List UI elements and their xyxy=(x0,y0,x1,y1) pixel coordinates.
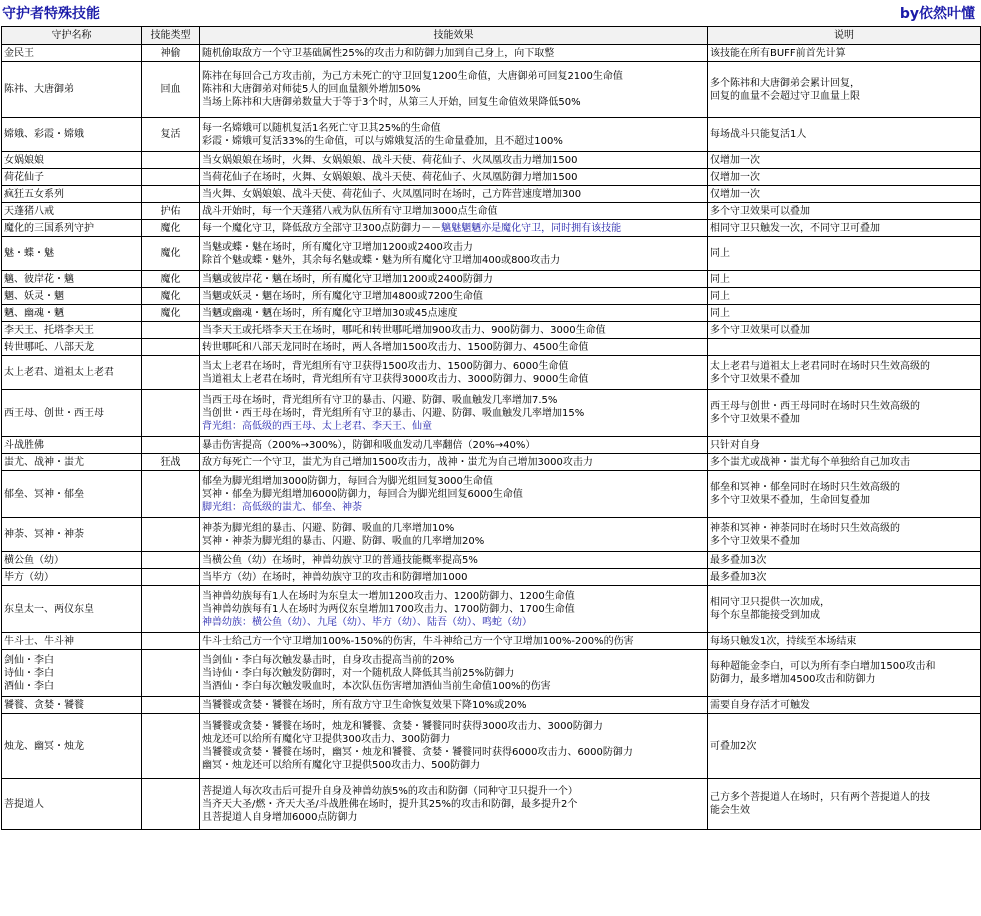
table-row xyxy=(2,390,981,437)
guardian-name: 西王母、创世・西王母 xyxy=(4,407,104,419)
table-row xyxy=(2,169,981,186)
skill-type-cell xyxy=(142,437,200,454)
guardian-name: 神荼、冥神・神荼 xyxy=(4,529,84,540)
skill-effect-line: 彩霞・嫦娥可复活33%的生命值，可以与嫦娥复活的生命量叠加，且不超过100% xyxy=(202,135,563,147)
skill-type-cell: 魔化 xyxy=(142,220,200,237)
skill-effect-line: 当神兽幼族每有1人在场时为两仪东皇增加1700攻击力、1700防御力、1700生命值 xyxy=(202,603,575,615)
skill-effect-cell xyxy=(200,390,708,437)
notes-cell xyxy=(708,288,981,305)
skill-effect-cell xyxy=(200,322,708,339)
skill-effect-cell xyxy=(200,305,708,322)
skill-effect-line: 当神兽幼族每有1人在场时为东皇太一增加1200攻击力、1200防御力、1200生命值 xyxy=(202,590,575,602)
guardian-name: 郁垒、冥神・郁垒 xyxy=(4,488,84,500)
guardian-name: 酒仙・李白 xyxy=(4,680,54,692)
note-line: 多个守卫效果不叠加 xyxy=(710,414,800,425)
skill-effect-line: 当荷花仙子在场时，火舞、女娲娘娘、战斗天使、荷花仙子、火凤凰防御力增加1500 xyxy=(202,171,578,183)
guardian-name-cell xyxy=(2,305,142,322)
note-line: 神荼和冥神・神荼同时在场时只生效高级的 xyxy=(710,522,900,534)
skill-type-cell xyxy=(142,650,200,697)
guardian-name: 荷花仙子 xyxy=(4,171,44,183)
skill-effect-line: 当道祖太上老君在场时，背光组所有守卫获得3000攻击力、3000防御力、9000生命值 xyxy=(202,373,589,385)
skill-effect-cell xyxy=(200,552,708,569)
note-line: 最多叠加3次 xyxy=(710,554,767,566)
table-row xyxy=(2,518,981,552)
notes-cell xyxy=(708,454,981,471)
header-skill-effect: 技能效果 xyxy=(200,27,708,45)
skill-effect-text xyxy=(202,222,705,235)
guardian-name-cell xyxy=(2,518,142,552)
guardian-group-note: 脚光组：高低级的蚩尤、郁垒、神荼 xyxy=(202,501,362,513)
skill-effect-cell xyxy=(200,779,708,830)
skill-effect-cell xyxy=(200,271,708,288)
guardian-name-cell xyxy=(2,437,142,454)
skill-effect-line: 且菩提道人自身增加6000点防御力 xyxy=(202,811,358,823)
note-line: 太上老君与道祖太上老君同时在场时只生效高级的 xyxy=(710,360,930,372)
notes-cell xyxy=(708,152,981,169)
skill-effect-line: 神荼为脚光组的暴击、闪避、防御、吸血的几率增加10% xyxy=(202,522,455,534)
skill-type-cell xyxy=(142,152,200,169)
table-row xyxy=(2,288,981,305)
skill-effect-line: 幽冥・烛龙还可以给所有魔化守卫提供500攻击力、500防御力 xyxy=(202,760,481,771)
note-line: 同上 xyxy=(710,248,730,259)
skill-effect-line: 每一名嫦娥可以随机复活1名死亡守卫其25%的生命值 xyxy=(202,122,441,134)
skill-effect-cell xyxy=(200,203,708,220)
table-row xyxy=(2,697,981,714)
notes-cell xyxy=(708,237,981,271)
table-row xyxy=(2,271,981,288)
skill-type-cell xyxy=(142,586,200,633)
notes-cell xyxy=(708,552,981,569)
guardian-name: 斗战胜佛 xyxy=(4,439,44,451)
notes-cell xyxy=(708,322,981,339)
skill-effect-line: 当李天王或托塔李天王在场时，哪吒和转世哪吒增加900攻击力、900防御力、3000生命值 xyxy=(202,324,606,336)
skill-effect-line: 当饕餮或贪婪・饕餮在场时，所有敌方守卫生命恢复效果下降10%或20% xyxy=(202,699,527,711)
header-notes: 说明 xyxy=(708,27,981,45)
skill-type-cell: 护佑 xyxy=(142,203,200,220)
skill-effect-line: 陈祎和大唐御弟对师徒5人的回血量额外增加50% xyxy=(202,84,421,95)
guardian-name: 蚩尤、战神・蚩尤 xyxy=(4,456,84,468)
guardian-name-cell xyxy=(2,62,142,118)
skill-effect-cell xyxy=(200,454,708,471)
notes-cell xyxy=(708,779,981,830)
guardian-group-note: 魑魅魍魉亦是魔化守卫，同时拥有该技能 xyxy=(441,222,622,234)
skill-effect-line: 当魅或蝶・魅在场时，所有魔化守卫增加1200或2400攻击力 xyxy=(202,241,473,253)
skill-type-cell xyxy=(142,169,200,186)
guardian-name-cell xyxy=(2,697,142,714)
note-line: 西王母与创世・西王母同时在场时只生效高级的 xyxy=(710,401,920,412)
skill-effect-line: 烛龙还可以给所有魔化守卫提供300攻击力、300防御力 xyxy=(202,734,451,745)
skill-effect-cell xyxy=(200,62,708,118)
guardian-name-cell xyxy=(2,203,142,220)
skill-effect-cell xyxy=(200,169,708,186)
skill-type-cell xyxy=(142,339,200,356)
skill-type-cell: 复活 xyxy=(142,118,200,152)
guardian-name-cell xyxy=(2,471,142,518)
page-title: 守护者特殊技能 xyxy=(2,6,100,22)
skill-effect-cell xyxy=(200,650,708,697)
skill-effect-cell xyxy=(200,437,708,454)
table-header-row xyxy=(2,27,981,45)
note-line: 每个东皇都能接受到加成 xyxy=(710,610,820,621)
skill-effect-line: 当火舞、女娲娘娘、战斗天使、荷花仙子、火凤凰同时在场时，己方阵营速度增加300 xyxy=(202,188,582,200)
table-row xyxy=(2,152,981,169)
notes-cell xyxy=(708,437,981,454)
guardian-name-cell xyxy=(2,237,142,271)
guardian-name-cell xyxy=(2,288,142,305)
author-credit: by依然叶懂 xyxy=(899,6,975,22)
table-row xyxy=(2,454,981,471)
header-skill-type: 技能类型 xyxy=(142,27,200,45)
skill-effect-line: 郁垒为脚光组增加3000防御力，每回合为脚光组回复3000生命值 xyxy=(202,475,493,487)
skill-effect-line: 当酒仙・李白每次触发吸血时，本次队伍伤害增加酒仙当前生命值100%的伤害 xyxy=(202,680,551,692)
note-line: 同上 xyxy=(710,290,730,302)
guardian-name-cell xyxy=(2,586,142,633)
skill-type-cell xyxy=(142,322,200,339)
guardian-name-cell xyxy=(2,339,142,356)
note-line: 相同守卫只触发一次，不同守卫可叠加 xyxy=(710,222,880,234)
notes-cell xyxy=(708,220,981,237)
note-line: 最多叠加3次 xyxy=(710,571,767,583)
table-row xyxy=(2,552,981,569)
guardian-name-cell xyxy=(2,356,142,390)
table-body xyxy=(2,45,981,830)
skill-effect-cell xyxy=(200,633,708,650)
notes-cell xyxy=(708,471,981,518)
skill-effect-line: 当魍或妖灵・魍在场时，所有魔化守卫增加4800或7200生命值 xyxy=(202,290,483,302)
guardian-name-cell xyxy=(2,779,142,830)
table-row xyxy=(2,437,981,454)
skill-effect-line: 战斗开始时，每一个天蓬猪八戒为队伍所有守卫增加3000点生命值 xyxy=(202,205,498,217)
note-line: 同上 xyxy=(710,307,730,319)
skill-effect-line: 当西王母在场时，背光组所有守卫的暴击、闪避、防御、吸血触发几率增加7.5% xyxy=(202,394,558,406)
skill-type-cell: 魔化 xyxy=(142,288,200,305)
skill-effect-cell xyxy=(200,586,708,633)
skill-effect-cell xyxy=(200,471,708,518)
notes-cell xyxy=(708,203,981,220)
notes-cell xyxy=(708,186,981,203)
skill-effect-line: 当魉或幽魂・魉在场时，所有魔化守卫增加30或45点速度 xyxy=(202,307,458,319)
guardian-name: 剑仙・李白 xyxy=(4,654,54,666)
table-row xyxy=(2,186,981,203)
notes-cell xyxy=(708,305,981,322)
note-line: 己方多个菩提道人在场时，只有两个菩提道人的技 xyxy=(710,792,930,803)
skill-effect-line: 菩提道人每次攻击后可提升自身及神兽幼族5%的攻击和防御（同种守卫只提升一个） xyxy=(202,785,578,797)
note-line: 多个守卫效果不叠加 xyxy=(710,535,800,547)
guardian-name: 横公鱼（幼） xyxy=(4,554,64,566)
notes-cell xyxy=(708,62,981,118)
skill-type-cell xyxy=(142,552,200,569)
guardian-name: 陈祎、大唐御弟 xyxy=(4,84,74,95)
notes-cell xyxy=(708,518,981,552)
note-line: 防御力，最多增加4500攻击和防御力 xyxy=(710,674,876,685)
note-line: 多个守卫效果不叠加，生命回复叠加 xyxy=(710,495,870,506)
notes-cell xyxy=(708,356,981,390)
note-line: 相同守卫只提供一次加成， xyxy=(710,597,830,608)
guardian-name: 饕餮、贪婪・饕餮 xyxy=(4,699,84,711)
guardian-name: 魔化的三国系列守护 xyxy=(4,222,94,234)
skill-effect-line: 除首个魅或蝶・魅外，其余每名魅或蝶・魅为所有魔化守卫增加400或800攻击力 xyxy=(202,254,561,266)
guardian-name: 烛龙、幽冥・烛龙 xyxy=(4,740,84,752)
guardian-name: 魑、彼岸花・魑 xyxy=(4,273,74,285)
skill-effect-line: 冥神・神荼为脚光组的暴击、闪避、防御、吸血的几率增加20% xyxy=(202,535,485,547)
table-row xyxy=(2,779,981,830)
guardian-name-cell xyxy=(2,552,142,569)
skill-effect-line: 当齐天大圣/燃・齐天大圣/斗战胜佛在场时，提升其25%的攻击和防御，最多提升2个 xyxy=(202,798,578,810)
table-row xyxy=(2,569,981,586)
table-row xyxy=(2,714,981,779)
guardian-name: 李天王、托塔李天王 xyxy=(4,324,94,336)
skill-type-cell xyxy=(142,471,200,518)
skill-type-cell: 魔化 xyxy=(142,237,200,271)
skill-effect-line: 当诗仙・李白每次触发防御时，对一个随机敌人降低其当前25%防御力 xyxy=(202,667,515,679)
skill-type-cell xyxy=(142,569,200,586)
note-line: 能会生效 xyxy=(710,805,750,816)
notes-cell xyxy=(708,271,981,288)
skill-effect-cell xyxy=(200,152,708,169)
table-row xyxy=(2,118,981,152)
skill-effect-line: 陈祎在每回合己方攻击前，为己方未死亡的守卫回复1200生命值，大唐御弟可回复2100生命值 xyxy=(202,71,623,82)
skill-effect-cell xyxy=(200,288,708,305)
table-row xyxy=(2,356,981,390)
notes-cell xyxy=(708,697,981,714)
guardian-name: 金民王 xyxy=(4,47,34,59)
guardian-name: 天蓬猪八戒 xyxy=(4,205,54,217)
skill-effect-cell xyxy=(200,518,708,552)
notes-cell xyxy=(708,569,981,586)
note-line: 仅增加一次 xyxy=(710,188,760,200)
guardian-name-cell xyxy=(2,152,142,169)
note-line: 该技能在所有BUFF前首先计算 xyxy=(710,47,846,59)
guardian-name: 牛斗士、牛斗神 xyxy=(4,635,74,647)
skill-effect-line: 当创世・西王母在场时，背光组所有守卫的暴击、闪避、防御、吸血触发几率增加15% xyxy=(202,407,585,419)
notes-cell xyxy=(708,586,981,633)
skill-type-cell: 神偷 xyxy=(142,45,200,62)
skill-type-cell: 魔化 xyxy=(142,305,200,322)
skill-effect-cell xyxy=(200,714,708,779)
note-line: 每场战斗只能复活1人 xyxy=(710,129,807,140)
notes-cell xyxy=(708,390,981,437)
guardian-name-cell xyxy=(2,186,142,203)
skill-effect-cell xyxy=(200,569,708,586)
skill-effect-line: 每一个魔化守卫，降低敌方全部守卫300点防御力－－ xyxy=(202,222,442,234)
skill-effect-line: 当毕方（幼）在场时，神兽幼族守卫的攻击和防御增加1000 xyxy=(202,571,468,583)
skill-effect-line: 随机偷取敌方一个守卫基础属性25%的攻击力和防御力加到自己身上，向下取整 xyxy=(202,47,555,59)
guardian-name-cell xyxy=(2,322,142,339)
table-row xyxy=(2,45,981,62)
notes-cell xyxy=(708,633,981,650)
guardian-name: 菩提道人 xyxy=(4,798,44,810)
note-line: 可叠加2次 xyxy=(710,740,757,752)
notes-cell xyxy=(708,714,981,779)
guardian-name-cell xyxy=(2,45,142,62)
note-line: 需要自身存活才可触发 xyxy=(710,699,810,711)
guardian-group-note: 背光组：高低级的西王母、太上老君、李天王、仙童 xyxy=(202,420,432,432)
guardian-name: 诗仙・李白 xyxy=(4,667,54,679)
note-line: 仅增加一次 xyxy=(710,154,760,166)
table-row xyxy=(2,62,981,118)
skill-type-cell xyxy=(142,714,200,779)
guardian-name: 女娲娘娘 xyxy=(4,154,44,166)
skills-table xyxy=(1,26,981,830)
table-row xyxy=(2,220,981,237)
skill-effect-line: 当饕餮或贪婪・饕餮在场时，幽冥・烛龙和饕餮、贪婪・饕餮同时获得6000攻击力、6000防御力 xyxy=(202,747,633,758)
note-line: 多个守卫效果可以叠加 xyxy=(710,324,810,336)
table-row xyxy=(2,633,981,650)
skill-effect-cell xyxy=(200,45,708,62)
notes-cell xyxy=(708,118,981,152)
notes-cell xyxy=(708,45,981,62)
table-row xyxy=(2,305,981,322)
guardian-name-cell xyxy=(2,454,142,471)
skill-type-cell xyxy=(142,633,200,650)
header-guardian-name: 守护名称 xyxy=(2,27,142,45)
note-line: 多个守卫效果可以叠加 xyxy=(710,205,810,217)
guardian-name-cell xyxy=(2,569,142,586)
note-line: 多个蚩尤或战神・蚩尤每个单独给自己加攻击 xyxy=(710,456,910,468)
skill-effect-line: 牛斗士给己方一个守卫增加100%-150%的伤害，牛斗神给己方一个守卫增加100%-200%的伤害 xyxy=(202,635,634,647)
guardian-name-cell xyxy=(2,220,142,237)
note-line: 同上 xyxy=(710,273,730,285)
note-line: 回复的血量不会超过守卫血量上限 xyxy=(710,90,860,102)
skill-type-cell: 魔化 xyxy=(142,271,200,288)
guardian-name: 魅・蝶・魅 xyxy=(4,248,54,259)
guardian-name-cell xyxy=(2,714,142,779)
note-line: 多个陈祎和大唐御弟会累计回复， xyxy=(710,77,860,89)
table-row xyxy=(2,650,981,697)
title-bar xyxy=(0,0,981,26)
skill-effect-line: 当场上陈祎和大唐御弟数量大于等于3个时，从第三人开始，回复生命值效果降低50% xyxy=(202,97,581,108)
note-line: 每种超能金李白，可以为所有李白增加1500攻击和 xyxy=(710,661,936,672)
skill-effect-line: 当剑仙・李白每次触发暴击时，自身攻击提高当前的20% xyxy=(202,654,455,666)
guardian-name-cell xyxy=(2,650,142,697)
skill-effect-cell xyxy=(200,697,708,714)
guardian-name: 疯狂五女系列 xyxy=(4,188,64,200)
skill-effect-line: 暴击伤害提高（200%→300%），防御和吸血发动几率翻倍（20%→40%） xyxy=(202,439,536,451)
skill-effect-line: 当女娲娘娘在场时，火舞、女娲娘娘、战斗天使、荷花仙子、火凤凰攻击力增加1500 xyxy=(202,154,578,166)
skill-type-cell xyxy=(142,390,200,437)
note-line: 多个守卫效果不叠加 xyxy=(710,373,800,385)
guardian-name-cell xyxy=(2,390,142,437)
skill-effect-cell xyxy=(200,118,708,152)
guardian-name: 转世哪吒、八部天龙 xyxy=(4,341,94,353)
guardian-group-note: 神兽幼族：横公鱼（幼）、九尾（幼）、毕方（幼）、陆吾（幼）、鸣蛇（幼） xyxy=(202,616,532,628)
skill-effect-cell xyxy=(200,220,708,237)
table-row xyxy=(2,237,981,271)
guardian-name-cell xyxy=(2,169,142,186)
table-row xyxy=(2,586,981,633)
skill-type-cell: 狂战 xyxy=(142,454,200,471)
guardian-name: 嫦娥、彩霞・嫦娥 xyxy=(4,129,84,140)
note-line: 每场只触发1次，持续至本场结束 xyxy=(710,635,857,647)
skill-effect-line: 转世哪吒和八部天龙同时在场时，两人各增加1500攻击力、1500防御力、4500生命值 xyxy=(202,341,589,353)
skill-effect-line: 当饕餮或贪婪・饕餮在场时，烛龙和饕餮、贪婪・饕餮同时获得3000攻击力、3000防御力 xyxy=(202,721,603,732)
skill-effect-line: 当太上老君在场时，背光组所有守卫获得1500攻击力、1500防御力、6000生命值 xyxy=(202,360,569,372)
table-row xyxy=(2,471,981,518)
skill-type-cell xyxy=(142,356,200,390)
guardian-name: 东皇太一、两仪东皇 xyxy=(4,603,94,615)
guardian-name-cell xyxy=(2,271,142,288)
guardian-name: 魉、幽魂・魉 xyxy=(4,307,64,319)
skill-effect-cell xyxy=(200,339,708,356)
skill-effect-cell xyxy=(200,186,708,203)
skill-type-cell xyxy=(142,697,200,714)
skill-type-cell xyxy=(142,779,200,830)
guardian-name: 太上老君、道祖太上老君 xyxy=(4,367,114,378)
table-row xyxy=(2,322,981,339)
skill-effect-cell xyxy=(200,356,708,390)
skill-effect-line: 敌方每死亡一个守卫，蚩尤为自己增加1500攻击力，战神・蚩尤为自己增加3000攻击力 xyxy=(202,456,593,468)
skill-effect-line: 当横公鱼（幼）在场时，神兽幼族守卫的普通技能概率提高5% xyxy=(202,554,478,566)
skill-type-cell: 回血 xyxy=(142,62,200,118)
guardian-name: 毕方（幼） xyxy=(4,571,54,583)
table-row xyxy=(2,339,981,356)
guardian-name-cell xyxy=(2,118,142,152)
skill-effect-cell xyxy=(200,237,708,271)
skill-type-cell xyxy=(142,518,200,552)
notes-cell xyxy=(708,169,981,186)
table-row xyxy=(2,203,981,220)
skill-effect-line: 冥神・郁垒为脚光组增加6000防御力，每回合为脚光组回复6000生命值 xyxy=(202,488,523,500)
note-line: 仅增加一次 xyxy=(710,171,760,183)
skill-effect-line: 当魑或彼岸花・魑在场时，所有魔化守卫增加1200或2400防御力 xyxy=(202,273,493,285)
skill-type-cell xyxy=(142,186,200,203)
guardian-name: 魍、妖灵・魍 xyxy=(4,290,64,302)
notes-cell xyxy=(708,339,981,356)
note-line: 只针对自身 xyxy=(710,439,760,451)
note-line: 郁垒和冥神・郁垒同时在场时只生效高级的 xyxy=(710,482,900,493)
guardian-name-cell xyxy=(2,633,142,650)
notes-cell xyxy=(708,650,981,697)
